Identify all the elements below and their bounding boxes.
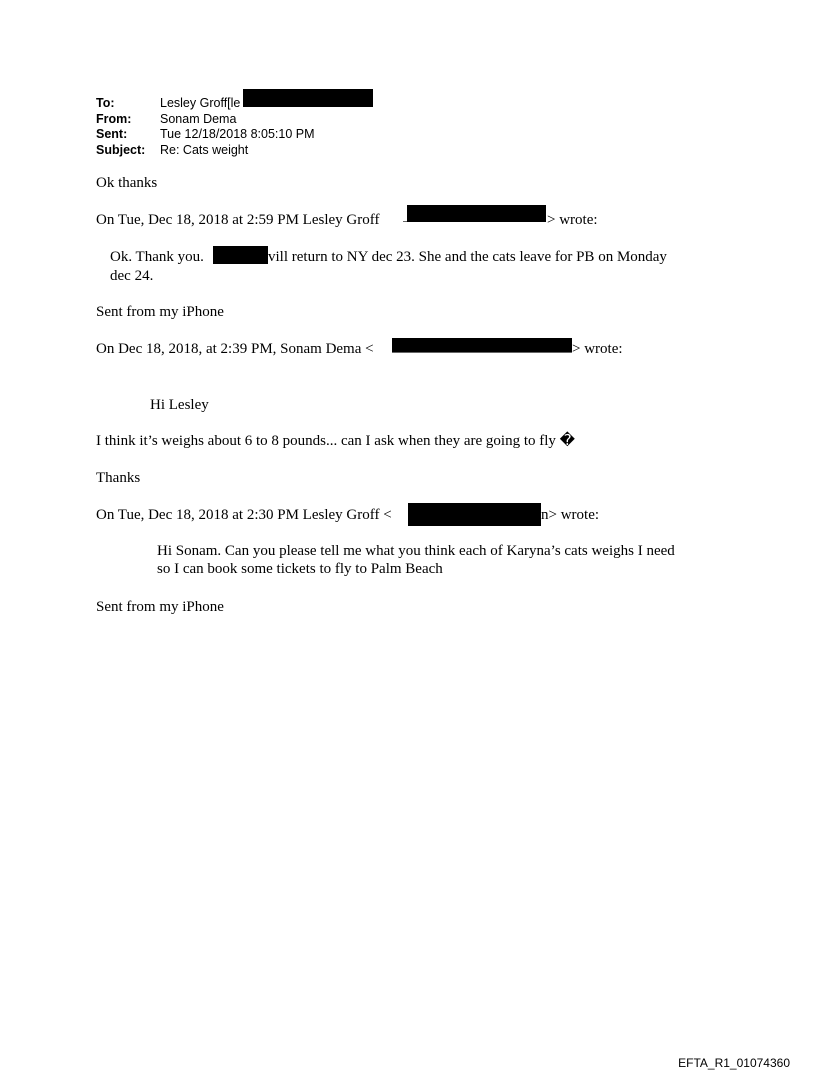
subject-label: Subject: xyxy=(96,142,146,157)
subject-value: Re: Cats weight xyxy=(160,142,249,157)
reply-text: Ok thanks xyxy=(96,175,158,191)
quote2-intro-end: > wrote: xyxy=(572,341,623,357)
redaction-box xyxy=(392,338,572,352)
quote2-intro: On Dec 18, 2018, at 2:39 PM, Sonam Dema < xyxy=(96,341,374,357)
from-value: Sonam Dema xyxy=(160,111,237,126)
signature: Sent from my iPhone xyxy=(96,599,224,615)
email-strikethrough xyxy=(392,352,572,353)
quoted-message: Hi Sonam. Can you please tell me what you think each of Karyna’s cats weighs I need so I can book some tickets to fly to Palm Beach xyxy=(157,543,675,577)
message-text: I think it’s weighs about 6 to 8 pounds... can I ask when they are going to fly � xyxy=(96,433,576,449)
quote1-line1-end: vill return to NY dec 23. She and the cats leave for PB on Monday xyxy=(268,249,667,265)
to-value: Lesley Groff[le xyxy=(160,96,241,110)
quote1-line1-start: Ok. Thank you. xyxy=(110,249,204,265)
quote1-intro-end: > wrote: xyxy=(547,212,598,228)
document-id: EFTA_R1_01074360 xyxy=(678,1056,790,1070)
quote1-intro-text: On Tue, Dec 18, 2018 at 2:59 PM Lesley Groff xyxy=(96,212,380,228)
redaction-box xyxy=(407,205,546,222)
quote3-intro: On Tue, Dec 18, 2018 at 2:30 PM Lesley Groff < xyxy=(96,507,392,523)
quote1-line2: dec 24. xyxy=(110,268,154,284)
sent-label: Sent: xyxy=(96,127,128,141)
redaction-box xyxy=(243,89,373,107)
redaction-box xyxy=(408,503,541,526)
quote3-intro-end: n> wrote: xyxy=(541,507,600,523)
greeting: Hi Lesley xyxy=(150,397,209,413)
from-label: From: xyxy=(96,111,132,126)
quote1-intro xyxy=(96,211,379,229)
redaction-box xyxy=(213,246,268,264)
thanks-text: Thanks xyxy=(96,470,141,486)
sent-value: Tue 12/18/2018 8:05:10 PM xyxy=(160,127,315,141)
to-label: To: xyxy=(96,96,115,110)
signature: Sent from my iPhone xyxy=(96,304,224,320)
